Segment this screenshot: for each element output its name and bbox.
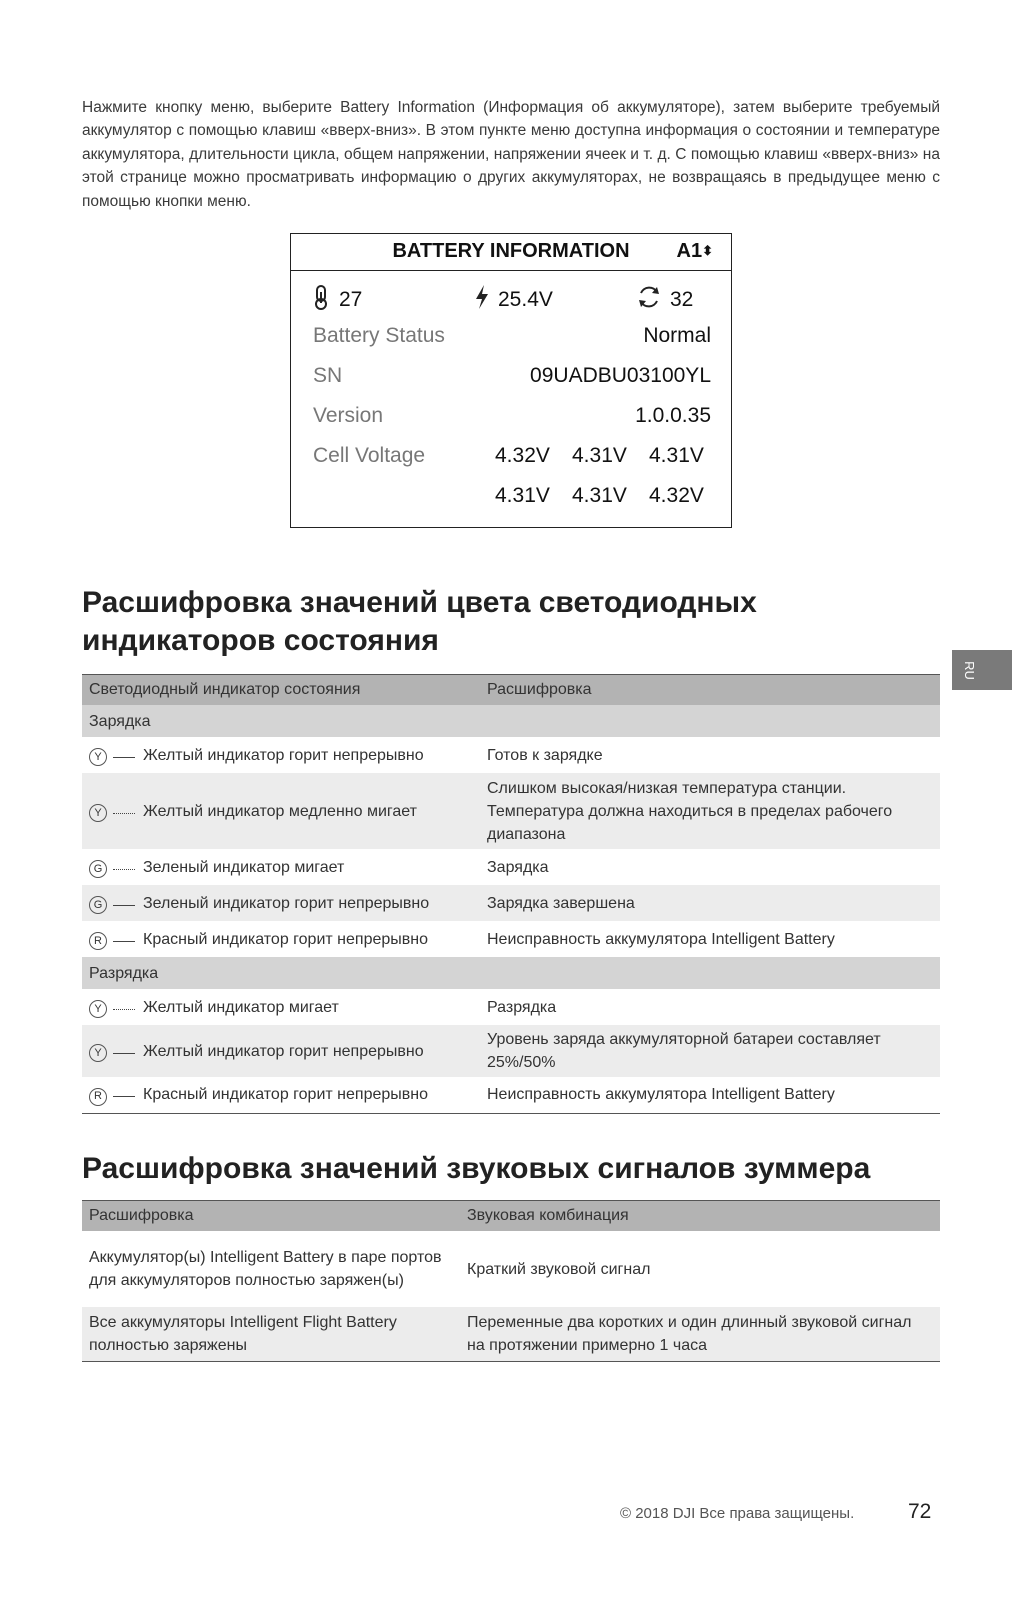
led-letter: Y (89, 1000, 107, 1018)
voltage-value: 25.4V (498, 288, 553, 311)
indicator-cell (82, 737, 480, 773)
dotted-line-icon (113, 869, 135, 870)
indicator-cell (82, 989, 480, 1025)
meaning-cell: Уровень заряда аккумуляторной батареи составляет 25%/50% (480, 1025, 940, 1077)
meaning-cell: Зарядка завершена (480, 885, 940, 921)
indicator-text: Красный индикатор горит непрерывно (143, 1086, 428, 1104)
buzzer-table (82, 1200, 940, 1362)
cell-voltage-value: 4.31V (649, 444, 704, 467)
indicator-text: Зеленый индикатор горит непрерывно (143, 894, 430, 912)
col-meaning-header: Расшифровка (82, 1201, 460, 1232)
cell-voltage-label: Cell Voltage (313, 444, 426, 467)
led-icon (89, 896, 143, 914)
intro-paragraph: Нажмите кнопку меню, выберите Battery Information (Информация об аккумуляторе), затем выберите требуемый аккумулятор с помощью клавиш «вверх-вниз». В этом пункте меню доступна информация о состоянии и температуре аккумулятора, длительности цикла, общем напряжении, напряжении ячеек и т. д. С помощью клавиш «вверх-вниз» на этой странице можно просматривать информацию о других аккумуляторах, не возвращаясь в предыдущее меню с помощью кнопки меню. (82, 98, 940, 210)
status-label: Battery Status (313, 324, 445, 347)
indicator-cell (82, 849, 480, 885)
indicator-text: Желтый индикатор горит непрерывно (143, 746, 424, 764)
status-row (313, 324, 711, 354)
solid-line-icon (113, 905, 135, 906)
solid-line-icon (113, 757, 135, 758)
language-tab-label: RU (961, 660, 977, 680)
voltage-stat (474, 284, 553, 316)
screen-title: BATTERY INFORMATION (392, 240, 630, 262)
meaning-cell: Неисправность аккумулятора Intelligent Battery (480, 921, 940, 957)
col-indicator-header: Светодиодный индикатор состояния (82, 675, 480, 706)
indicator-text: Желтый индикатор мигает (143, 998, 339, 1016)
led-section-heading (82, 584, 757, 660)
indicator-cell (82, 1025, 480, 1077)
version-label: Version (313, 404, 384, 427)
cell-voltage-value: 4.31V (572, 484, 627, 507)
meaning-cell: Все аккумуляторы Intelligent Flight Battery полностью заряжены (82, 1307, 460, 1361)
cycle-icon (636, 284, 662, 316)
meaning-cell: Разрядка (480, 989, 940, 1025)
indicator-cell (82, 885, 480, 921)
indicator-cell (82, 773, 480, 849)
language-tab (952, 650, 1012, 690)
cell-voltage-value: 4.32V (649, 484, 704, 507)
table-row (82, 885, 940, 921)
led-icon (89, 932, 143, 950)
led-letter: G (89, 896, 107, 914)
section-row (82, 705, 940, 737)
table-header-row (82, 1201, 940, 1232)
solid-line-icon (113, 941, 135, 942)
led-heading-line2: индикаторов состояния (82, 624, 439, 657)
led-letter: Y (89, 804, 107, 822)
section-label: Разрядка (82, 957, 940, 989)
indicator-cell (82, 1077, 480, 1113)
lightning-icon (474, 284, 490, 316)
meaning-cell: Слишком высокая/низкая температура станции. Температура должна находиться в пределах рабочего диапазона (480, 773, 940, 849)
cycle-value: 32 (670, 288, 694, 311)
temperature-stat (311, 284, 362, 316)
led-table (82, 674, 940, 1114)
cell-voltage-value: 4.31V (572, 444, 627, 467)
table-row (82, 921, 940, 957)
cell-voltage-value: 4.31V (495, 484, 550, 507)
version-value: 1.0.0.35 (635, 404, 711, 427)
indicator-text: Желтый индикатор горит непрерывно (143, 1042, 424, 1060)
table-row (82, 849, 940, 885)
col-meaning-header: Расшифровка (480, 675, 940, 706)
indicator-text: Красный индикатор горит непрерывно (143, 930, 428, 948)
section-row (82, 957, 940, 989)
battery-info-screen (290, 233, 732, 528)
battery-selector (677, 240, 713, 263)
indicator-text: Желтый индикатор медленно мигает (143, 802, 417, 820)
table-row (82, 1077, 940, 1113)
copyright: © 2018 DJI Все права защищены. (620, 1505, 855, 1522)
table-row (82, 773, 940, 849)
indicator-cell (82, 921, 480, 957)
table-row (82, 1025, 940, 1077)
meaning-cell: Готов к зарядке (480, 737, 940, 773)
thermometer-icon (311, 284, 331, 316)
led-icon (89, 1044, 143, 1062)
battery-selector-label: A1 (676, 240, 703, 262)
led-icon (89, 860, 143, 878)
meaning-cell: Аккумулятор(ы) Intelligent Battery в паре портов для аккумуляторов полностью заряжен(ы) (82, 1231, 460, 1307)
solid-line-icon (113, 1053, 135, 1054)
status-value: Normal (643, 324, 711, 347)
version-row (313, 404, 711, 434)
temperature-value: 27 (339, 288, 363, 311)
sn-value: 09UADBU03100YL (530, 364, 711, 387)
table-row (82, 1231, 940, 1307)
cycle-stat (636, 284, 693, 316)
col-pattern-header: Звуковая комбинация (460, 1201, 940, 1232)
led-icon (89, 804, 143, 822)
meaning-cell: Зарядка (480, 849, 940, 885)
screen-header (291, 234, 731, 271)
led-letter: Y (89, 1044, 107, 1062)
table-row (82, 989, 940, 1025)
led-icon (89, 748, 143, 766)
led-letter: G (89, 860, 107, 878)
led-letter: R (89, 932, 107, 950)
dotted-line-icon (113, 813, 135, 814)
sn-row (313, 364, 711, 394)
indicator-text: Зеленый индикатор мигает (143, 858, 345, 876)
sn-label: SN (313, 364, 343, 387)
led-icon (89, 1088, 143, 1106)
led-icon (89, 1000, 143, 1018)
section-label: Зарядка (82, 705, 940, 737)
table-header-row (82, 675, 940, 706)
solid-line-icon (113, 1096, 135, 1097)
dotted-line-icon (113, 1009, 135, 1010)
cell-voltage-value: 4.32V (495, 444, 550, 467)
buzzer-section-heading: Расшифровка значений звуковых сигналов зуммера (82, 1152, 871, 1185)
table-row (82, 737, 940, 773)
table-row (82, 1307, 940, 1361)
pattern-cell: Переменные два коротких и один длинный звуковой сигнал на протяжении примерно 1 часа (460, 1307, 940, 1361)
led-heading-line1: Расшифровка значений цвета светодиодных (82, 586, 757, 619)
meaning-cell: Неисправность аккумулятора Intelligent Battery (480, 1077, 940, 1113)
up-down-arrow-icon: ⬍ (702, 243, 713, 258)
led-letter: R (89, 1088, 107, 1106)
page-number: 72 (908, 1500, 932, 1523)
pattern-cell: Краткий звуковой сигнал (460, 1231, 940, 1307)
led-letter: Y (89, 748, 107, 766)
